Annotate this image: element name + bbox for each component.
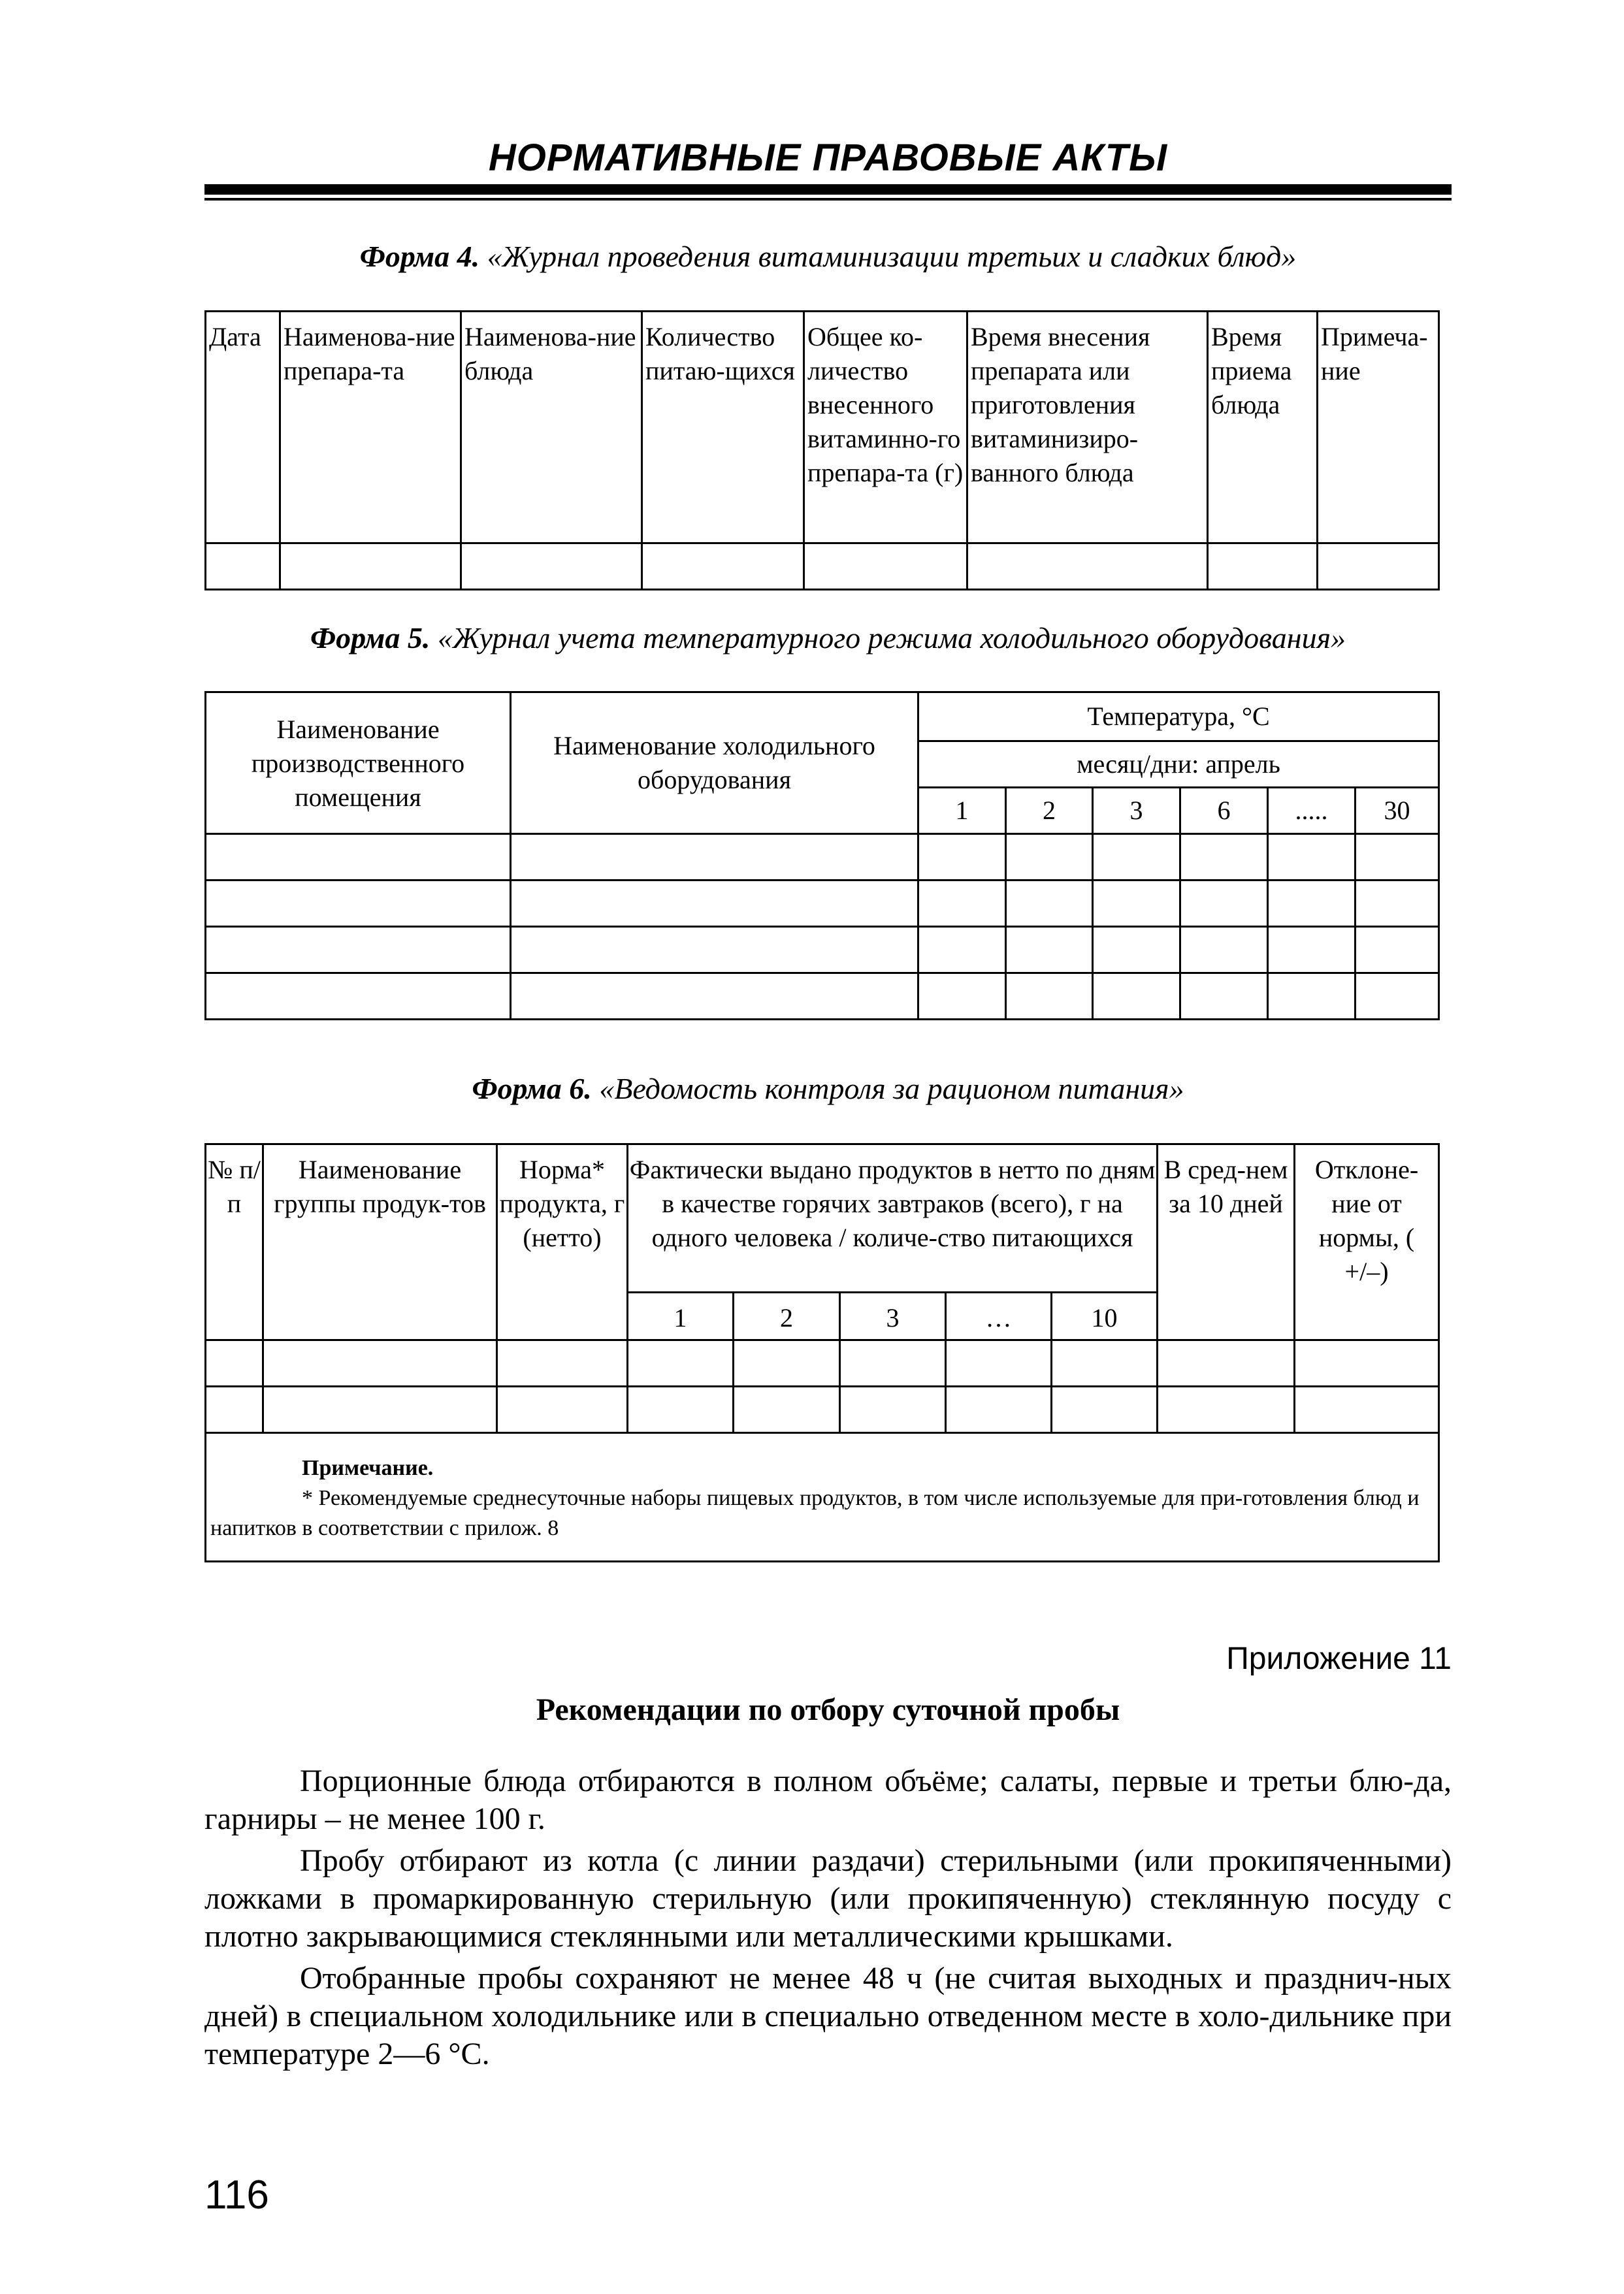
form6-day: 10: [1052, 1293, 1158, 1340]
table-cell: [497, 1340, 628, 1387]
table-cell: [206, 973, 511, 1020]
header-rule-thick: [204, 184, 1452, 195]
table-cell: [511, 834, 918, 880]
table-cell: [1006, 973, 1093, 1020]
table-cell: [1180, 880, 1268, 927]
page-number: 116: [204, 2173, 269, 2218]
table-cell: [206, 1387, 263, 1433]
form5-header-month: месяц/дни: апрель: [918, 741, 1439, 788]
form5-empty-row: [206, 927, 1439, 973]
form5-day: 2: [1006, 788, 1093, 834]
table-cell: [263, 1340, 497, 1387]
table-cell: [804, 543, 967, 590]
table-cell: [1052, 1340, 1158, 1387]
table-cell: [280, 543, 461, 590]
form6-label: Форма 6.: [472, 1072, 592, 1105]
table-cell: [1158, 1340, 1295, 1387]
form4-header-total-amount: Общее ко-личество внесенного витаминно-го препара-та (г): [804, 312, 967, 543]
table-cell: [628, 1387, 734, 1433]
form6-day: 3: [840, 1293, 946, 1340]
table-cell: [1268, 880, 1356, 927]
table-cell: [1180, 973, 1268, 1020]
table-cell: [1093, 834, 1180, 880]
table-cell: [628, 1340, 734, 1387]
table-cell: [206, 927, 511, 973]
form4-header-note: Примеча-ние: [1318, 312, 1439, 543]
table-cell: [840, 1340, 946, 1387]
form6-day: …: [946, 1293, 1052, 1340]
table-cell: [511, 927, 918, 973]
header-rule-thin: [204, 198, 1452, 201]
table-cell: [1208, 543, 1318, 590]
form6-note-row: [206, 1433, 1439, 1562]
form6-table: [204, 1143, 1440, 1562]
running-head: НОРМАТИВНЫЕ ПРАВОВЫЕ АКТЫ: [488, 137, 1168, 179]
form4-name: «Журнал проведения витаминизации третьих и сладких блюд»: [487, 240, 1297, 273]
form6-empty-row: [206, 1387, 1439, 1433]
table-cell: [1180, 834, 1268, 880]
form5-empty-row: [206, 834, 1439, 880]
table-cell: [1180, 927, 1268, 973]
form6-header-row-1: [206, 1144, 1439, 1293]
form5-day: 3: [1093, 788, 1180, 834]
table-cell: [1295, 1340, 1439, 1387]
form5-day: .....: [1268, 788, 1356, 834]
appendix-label: Приложение 11: [1226, 1641, 1452, 1676]
paragraph: Пробу отбирают из котла (с линии раздачи) стерильными (или прокипяченными) ложками в промаркированную стерильную (или прокипяченную) стеклянную посуду с плотно закрывающимися стеклянными или металлическими крышками.: [204, 1843, 1452, 1954]
paragraph: Отобранные пробы сохраняют не менее 48 ч (не считая выходных и празднич-ных дней) в специальном холодильнике или в специально отведенном месте в холо-дильнике при температуре 2—6 °С.: [204, 1961, 1452, 2071]
table-cell: [918, 834, 1006, 880]
form5-day: 30: [1356, 788, 1439, 834]
table-cell: [511, 880, 918, 927]
form6-title: [204, 1071, 1452, 1106]
form6-header-actual: Фактически выдано продуктов в нетто по дням в качестве горячих завтраков (всего), г на одного человека / количе-ство питающихся: [628, 1144, 1158, 1293]
form6-note: [206, 1433, 1439, 1562]
table-cell: [918, 927, 1006, 973]
form6-empty-row: [206, 1340, 1439, 1387]
form4-header-date: Дата: [206, 312, 280, 543]
table-cell: [1268, 834, 1356, 880]
table-cell: [1093, 973, 1180, 1020]
table-cell: [840, 1387, 946, 1433]
form4-header-time-served: Время приема блюда: [1208, 312, 1318, 543]
form5-empty-row: [206, 880, 1439, 927]
table-cell: [1268, 973, 1356, 1020]
table-cell: [946, 1387, 1052, 1433]
form4-label: Форма 4.: [359, 240, 480, 273]
form6-header-group: Наименование группы продук-тов: [263, 1144, 497, 1340]
form5-header-room: Наименование производственного помещения: [206, 692, 511, 834]
table-cell: [206, 834, 511, 880]
form6-header-average: В сред-нем за 10 дней: [1158, 1144, 1295, 1340]
table-cell: [1006, 834, 1093, 880]
table-cell: [206, 1340, 263, 1387]
form4-empty-row: [206, 543, 1439, 590]
form4-header-preparation: Наименова-ние препара-та: [280, 312, 461, 543]
table-cell: [497, 1387, 628, 1433]
table-cell: [918, 880, 1006, 927]
form4-table: [204, 310, 1440, 590]
form4-header-row: [206, 312, 1439, 543]
table-cell: [946, 1340, 1052, 1387]
table-cell: [1052, 1387, 1158, 1433]
table-cell: [1093, 927, 1180, 973]
table-cell: [1356, 973, 1439, 1020]
form5-header-row-1: [206, 692, 1439, 741]
table-cell: [1318, 543, 1439, 590]
table-cell: [642, 543, 804, 590]
table-cell: [206, 543, 280, 590]
form6-note-text: * Рекомендуемые среднесуточные наборы пищевых продуктов, в том числе используемые для при-готовления блюд и напитков в соответствии с прилож. 8: [210, 1485, 1420, 1540]
form5-empty-row: [206, 973, 1439, 1020]
table-cell: [1295, 1387, 1439, 1433]
table-cell: [511, 973, 918, 1020]
form5-table: [204, 691, 1440, 1020]
table-cell: [1356, 834, 1439, 880]
form4-header-count: Количество питаю-щихся: [642, 312, 804, 543]
form5-day: 6: [1180, 788, 1268, 834]
form4-header-dish: Наименова-ние блюда: [461, 312, 642, 543]
table-cell: [461, 543, 642, 590]
table-cell: [1356, 880, 1439, 927]
table-cell: [206, 880, 511, 927]
form5-header-equipment: Наименование холодильного оборудования: [511, 692, 918, 834]
table-cell: [263, 1387, 497, 1433]
form4-header-time-added: Время внесения препарата или приготовления витаминизиро-ванного блюда: [967, 312, 1208, 543]
recommendations-title: Рекомендации по отбору суточной пробы: [536, 1692, 1120, 1727]
table-cell: [967, 543, 1208, 590]
form6-header-deviation: Отклоне-ние от нормы, ( +/–): [1295, 1144, 1439, 1340]
form6-header-norm: Норма* продукта, г (нетто): [497, 1144, 628, 1340]
form6-header-num: № п/п: [206, 1144, 263, 1340]
form5-label: Форма 5.: [310, 621, 430, 654]
table-cell: [1006, 880, 1093, 927]
table-cell: [1006, 927, 1093, 973]
table-cell: [1356, 927, 1439, 973]
form4-title: [204, 239, 1452, 274]
table-cell: [1093, 880, 1180, 927]
form6-day: 1: [628, 1293, 734, 1340]
table-cell: [734, 1340, 840, 1387]
table-cell: [1158, 1387, 1295, 1433]
form5-day: 1: [918, 788, 1006, 834]
paragraph: Порционные блюда отбираются в полном объёме; салаты, первые и третьи блю-да, гарниры – не менее 100 г.: [204, 1764, 1452, 1836]
recommendations-body: [204, 1762, 1452, 2077]
form6-day: 2: [734, 1293, 840, 1340]
table-cell: [1268, 927, 1356, 973]
table-cell: [918, 973, 1006, 1020]
form5-title: [204, 621, 1452, 655]
form6-name: «Ведомость контроля за рационом питания»: [599, 1072, 1184, 1105]
form5-header-temperature: Температура, °С: [918, 692, 1439, 741]
form5-name: «Журнал учета температурного режима холодильного оборудования»: [437, 621, 1346, 654]
table-cell: [734, 1387, 840, 1433]
form6-note-title: Примечание.: [302, 1456, 434, 1480]
